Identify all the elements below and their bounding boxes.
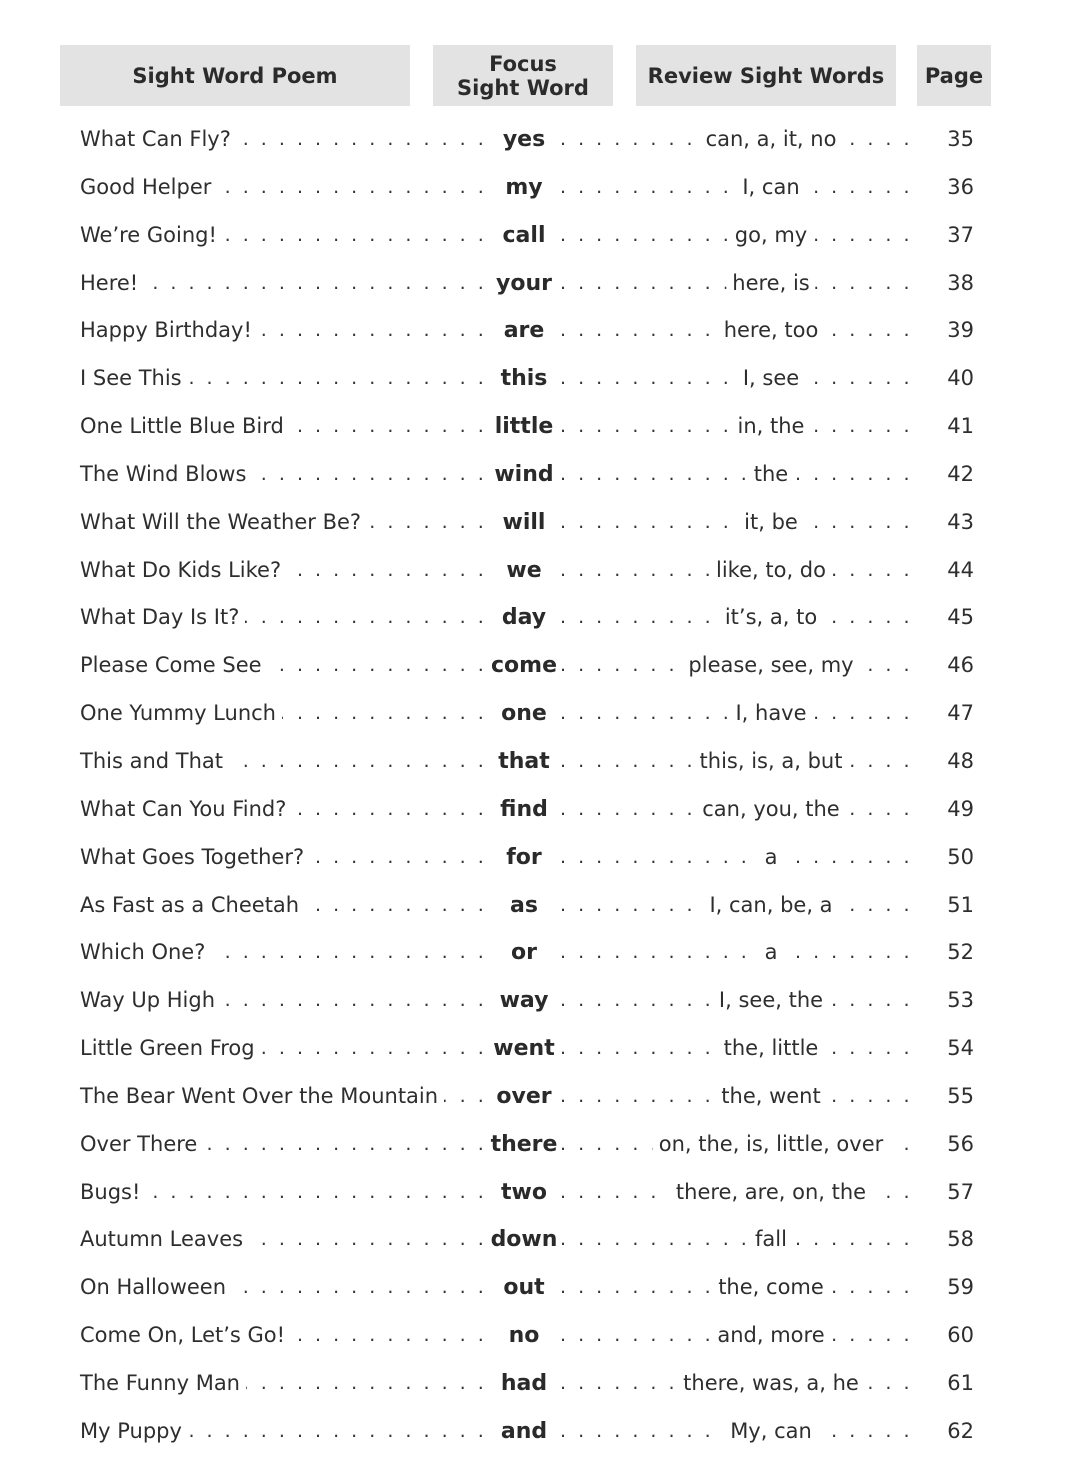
page-number: 56 <box>930 1121 974 1169</box>
focus-word-cell <box>488 451 560 499</box>
focus-sight-word: day <box>501 605 547 631</box>
review-sight-words: like, to, do <box>710 547 832 595</box>
review-sight-words: here, too <box>718 307 825 355</box>
focus-word-cell <box>488 1264 560 1312</box>
page-number: 59 <box>930 1264 974 1312</box>
review-sight-words: on, the, is, little, over <box>653 1121 890 1169</box>
focus-word-cell <box>488 1312 560 1360</box>
focus-sight-word: your <box>496 270 552 296</box>
poem-title: What Will the Weather Be? <box>80 499 367 547</box>
table-row <box>0 1264 1080 1312</box>
review-sight-words: and, more <box>711 1312 830 1360</box>
poem-title: The Funny Man <box>80 1360 246 1408</box>
table-row <box>0 1169 1080 1217</box>
poem-title: We’re Going! <box>80 212 223 260</box>
review-sight-words: please, see, my <box>682 642 859 690</box>
table-row <box>0 547 1080 595</box>
focus-word-cell <box>488 690 560 738</box>
page-number: 36 <box>930 164 974 212</box>
focus-word-cell <box>488 212 560 260</box>
page-number: 58 <box>930 1216 974 1264</box>
focus-sight-word: went <box>493 1036 555 1062</box>
page-number: 48 <box>930 738 974 786</box>
review-sight-words: this, is, a, but <box>694 738 849 786</box>
table-row <box>0 882 1080 930</box>
page-number: 52 <box>930 929 974 977</box>
dot-leader <box>560 1216 920 1264</box>
page-number: 55 <box>930 1073 974 1121</box>
focus-word-cell <box>488 738 560 786</box>
focus-word-cell <box>488 307 560 355</box>
review-sight-words: go, my <box>729 212 813 260</box>
review-sight-words: I, can, be, a <box>703 882 838 930</box>
table-row <box>0 1216 1080 1264</box>
focus-sight-word: over <box>496 1083 552 1109</box>
review-sight-words: can, you, the <box>696 786 845 834</box>
table-row <box>0 1312 1080 1360</box>
focus-sight-word: yes <box>502 127 546 152</box>
table-row <box>0 1121 1080 1169</box>
review-sight-words: it, be <box>738 499 804 547</box>
review-sight-words: it’s, a, to <box>719 594 823 642</box>
page-number: 49 <box>930 786 974 834</box>
poem-title: Happy Birthday! <box>80 307 258 355</box>
page-number: 50 <box>930 834 974 882</box>
page-number: 37 <box>930 212 974 260</box>
focus-word-cell <box>488 116 560 164</box>
focus-sight-word: or <box>511 940 537 966</box>
review-sight-words: I, can <box>736 164 805 212</box>
focus-sight-word: that <box>498 748 550 774</box>
focus-sight-word: my <box>505 174 543 200</box>
poem-title: Little Green Frog <box>80 1025 261 1073</box>
focus-word-cell <box>488 1216 560 1264</box>
header-page-label: Page <box>924 63 984 88</box>
focus-sight-word: down <box>490 1227 558 1253</box>
poem-title: Autumn Leaves <box>80 1216 249 1264</box>
review-sight-words: fall <box>749 1216 793 1264</box>
page-number: 53 <box>930 977 974 1025</box>
focus-sight-word: two <box>501 1179 547 1205</box>
focus-sight-word: we <box>506 557 542 583</box>
header-sight-word-poem-label: Sight Word Poem <box>132 63 338 88</box>
focus-word-cell <box>488 1169 560 1217</box>
page-number: 44 <box>930 547 974 595</box>
focus-sight-word: come <box>491 653 557 679</box>
focus-word-cell <box>488 834 560 882</box>
focus-sight-word: as <box>510 892 538 918</box>
focus-word-cell <box>488 1408 560 1456</box>
focus-sight-word: little <box>494 414 554 440</box>
poem-title: Way Up High <box>80 977 221 1025</box>
review-sight-words: there, are, on, the <box>670 1169 872 1217</box>
dot-leader <box>560 834 920 882</box>
focus-sight-word: this <box>500 366 548 392</box>
focus-word-cell <box>488 882 560 930</box>
poem-title: On Halloween <box>80 1264 232 1312</box>
review-sight-words: here, is <box>726 260 815 308</box>
focus-word-cell <box>488 547 560 595</box>
table-row <box>0 594 1080 642</box>
table-row <box>0 977 1080 1025</box>
header-review-sight-words <box>636 45 896 106</box>
page-number: 45 <box>930 594 974 642</box>
focus-word-cell <box>488 1073 560 1121</box>
table-row <box>0 499 1080 547</box>
focus-word-cell <box>488 977 560 1025</box>
focus-sight-word: call <box>502 222 546 248</box>
poem-title: One Yummy Lunch <box>80 690 282 738</box>
review-sight-words: a <box>759 929 784 977</box>
table-row <box>0 116 1080 164</box>
focus-word-cell <box>488 355 560 403</box>
focus-word-cell <box>488 594 560 642</box>
header-sight-word-poem <box>60 45 410 106</box>
table-row <box>0 164 1080 212</box>
poem-title: My Puppy <box>80 1408 188 1456</box>
focus-sight-word: way <box>499 988 549 1014</box>
focus-word-cell <box>488 786 560 834</box>
review-sight-words: the, come <box>712 1264 830 1312</box>
focus-sight-word: and <box>500 1418 548 1444</box>
review-sight-words: can, a, it, no <box>700 116 843 164</box>
review-sight-words: a <box>759 834 784 882</box>
poem-title: This and That <box>80 738 229 786</box>
table-row <box>0 690 1080 738</box>
page-number: 42 <box>930 451 974 499</box>
table-row <box>0 451 1080 499</box>
page-number: 35 <box>930 116 974 164</box>
focus-word-cell <box>488 1121 560 1169</box>
poem-title: What Do Kids Like? <box>80 547 287 595</box>
poem-title: Come On, Let’s Go! <box>80 1312 291 1360</box>
poem-title: Good Helper <box>80 164 217 212</box>
table-row <box>0 1360 1080 1408</box>
review-sight-words: there, was, a, he <box>677 1360 865 1408</box>
focus-sight-word: had <box>500 1370 548 1396</box>
focus-word-cell <box>488 1360 560 1408</box>
focus-sight-word: wind <box>494 461 554 487</box>
page-number: 60 <box>930 1312 974 1360</box>
focus-sight-word: find <box>500 796 548 822</box>
header-focus-sight-word <box>433 45 613 106</box>
focus-sight-word: will <box>502 509 546 535</box>
page-number: 46 <box>930 642 974 690</box>
poem-title: What Can Fly? <box>80 116 237 164</box>
poem-title: The Bear Went Over the Mountain <box>80 1073 444 1121</box>
poem-title: Which One? <box>80 929 211 977</box>
review-sight-words: I, have <box>729 690 812 738</box>
table-row <box>0 260 1080 308</box>
page-number: 54 <box>930 1025 974 1073</box>
table-row <box>0 929 1080 977</box>
review-sight-words: I, see, the <box>713 977 829 1025</box>
table-row <box>0 834 1080 882</box>
dot-leader <box>560 929 920 977</box>
review-sight-words: My, can <box>724 1408 818 1456</box>
focus-sight-word: no <box>508 1323 540 1349</box>
focus-sight-word: one <box>501 701 547 727</box>
focus-word-cell <box>488 929 560 977</box>
focus-sight-word: are <box>503 318 545 344</box>
poem-title: What Can You Find? <box>80 786 292 834</box>
page-number: 57 <box>930 1169 974 1217</box>
table-row <box>0 1408 1080 1456</box>
focus-word-cell <box>488 164 560 212</box>
poem-title: One Little Blue Bird <box>80 403 290 451</box>
focus-word-cell <box>488 642 560 690</box>
poem-title: As Fast as a Cheetah <box>80 882 305 930</box>
table-row <box>0 1025 1080 1073</box>
page-number: 61 <box>930 1360 974 1408</box>
focus-word-cell <box>488 499 560 547</box>
page-number: 41 <box>930 403 974 451</box>
page-number: 40 <box>930 355 974 403</box>
table-row <box>0 1073 1080 1121</box>
table-row <box>0 403 1080 451</box>
page-number: 39 <box>930 307 974 355</box>
focus-sight-word: for <box>506 844 542 870</box>
review-sight-words: the, little <box>718 1025 825 1073</box>
table-of-contents <box>0 116 1080 1456</box>
poem-title: Bugs! <box>80 1169 146 1217</box>
table-row <box>0 642 1080 690</box>
header-focus-line1: Focus <box>489 51 557 76</box>
table-row <box>0 212 1080 260</box>
poem-title: The Wind Blows <box>80 451 252 499</box>
poem-title: Over There <box>80 1121 203 1169</box>
review-sight-words: the <box>748 451 794 499</box>
page-number: 62 <box>930 1408 974 1456</box>
poem-title: What Day Is It? <box>80 594 245 642</box>
header-page <box>917 45 991 106</box>
focus-word-cell <box>488 1025 560 1073</box>
table-row <box>0 355 1080 403</box>
dot-leader <box>560 451 920 499</box>
poem-title: Please Come See <box>80 642 268 690</box>
page-number: 43 <box>930 499 974 547</box>
focus-word-cell <box>488 260 560 308</box>
table-row <box>0 738 1080 786</box>
table-row <box>0 786 1080 834</box>
focus-sight-word: there <box>490 1131 558 1157</box>
poem-title: What Goes Together? <box>80 834 310 882</box>
review-sight-words: I, see <box>737 355 805 403</box>
poem-title: Here! <box>80 260 144 308</box>
header-review-sight-words-label: Review Sight Words <box>647 63 885 88</box>
header-focus-line2: Sight Word <box>457 75 589 100</box>
focus-word-cell <box>488 403 560 451</box>
poem-title: I See This <box>80 355 188 403</box>
review-sight-words: in, the <box>732 403 811 451</box>
page-number: 47 <box>930 690 974 738</box>
page-number: 38 <box>930 260 974 308</box>
review-sight-words: the, went <box>715 1073 826 1121</box>
table-row <box>0 307 1080 355</box>
page-number: 51 <box>930 882 974 930</box>
focus-sight-word: out <box>503 1275 545 1301</box>
